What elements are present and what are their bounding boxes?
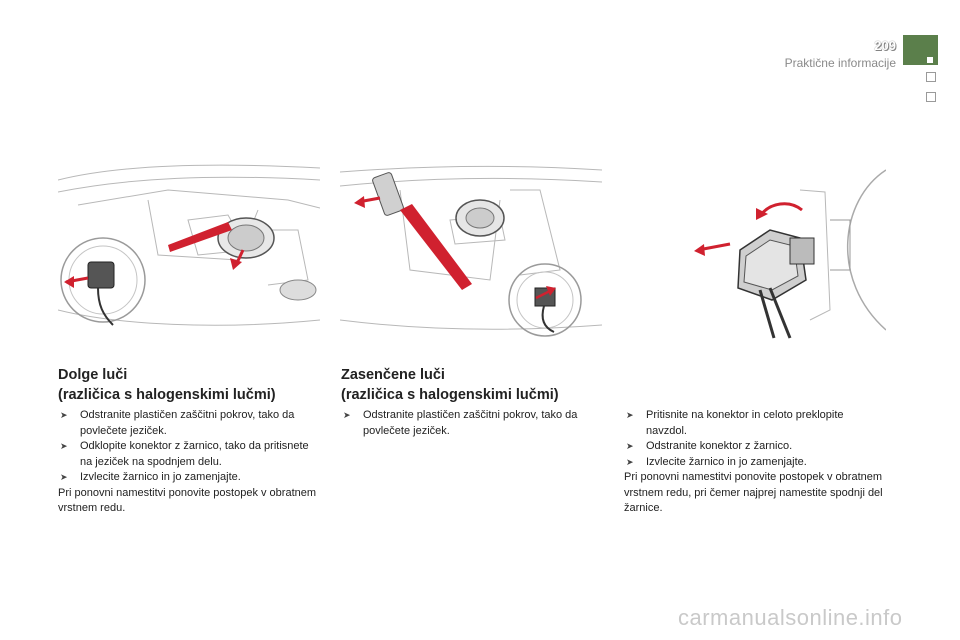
connector-instructions xyxy=(624,408,886,517)
list-item: ➤ Odstranite plastičen zaščitni pokrov, tako da povlečete jeziček. xyxy=(60,409,295,437)
watermark: carmanualsonline.info xyxy=(678,605,903,630)
list-item: ➤ Izvlecite žarnico in jo zamenjajte. xyxy=(624,455,886,471)
list-item: ➤ Izvlecite žarnico in jo zamenjajte. xyxy=(58,470,320,486)
heading-line: (različica s halogenskimi lučmi) xyxy=(341,387,559,403)
heading-line: Zasenčene luči xyxy=(341,367,445,383)
reassembly-note: Pri ponovni namestitvi ponovite postopek v obratnem vrstnem redu, pri čemer najprej namestite spodnji del žarnice. xyxy=(624,471,883,514)
list-item: ➤ Odstranite plastičen zaščitni pokrov, tako da povlečete jeziček. xyxy=(343,409,578,437)
heading-line: Dolge luči xyxy=(58,367,128,383)
reassembly-note: Pri ponovni namestitvi ponovite postopek v obratnem vrstnem redu. xyxy=(58,486,317,514)
list-item: ➤ Pritisnite na konektor in celoto preklopite navzdol. xyxy=(626,409,844,437)
low-beam-instructions xyxy=(341,408,603,439)
heading-line: (različica s halogenskimi lučmi) xyxy=(58,387,276,403)
high-beam-heading xyxy=(58,365,276,405)
chapter-tab-marker xyxy=(927,57,933,63)
chapter-box-empty xyxy=(926,92,936,102)
low-beam-heading xyxy=(341,365,559,405)
low-beam-illustration xyxy=(340,160,602,340)
connector-illustration xyxy=(690,160,886,340)
arrow-bullet-icon: ➤ xyxy=(60,441,68,451)
section-title: Praktične informacije xyxy=(784,56,896,70)
chapter-box-empty xyxy=(926,72,936,82)
arrow-bullet-icon: ➤ xyxy=(343,410,351,420)
arrow-bullet-icon: ➤ xyxy=(626,410,634,420)
arrow-bullet-icon: ➤ xyxy=(626,456,634,467)
page-number: 209 xyxy=(874,38,896,53)
arrow-bullet-icon: ➤ xyxy=(60,472,68,482)
list-item: ➤ Odklopite konektor z žarnico, tako da pritisnete na jeziček na spodnjem delu. xyxy=(60,440,309,468)
arrow-bullet-icon: ➤ xyxy=(60,410,68,420)
high-beam-illustration xyxy=(58,160,320,340)
high-beam-instructions xyxy=(58,408,320,517)
list-item: ➤ Odstranite konektor z žarnico. xyxy=(624,439,886,455)
arrow-bullet-icon: ➤ xyxy=(626,441,634,451)
